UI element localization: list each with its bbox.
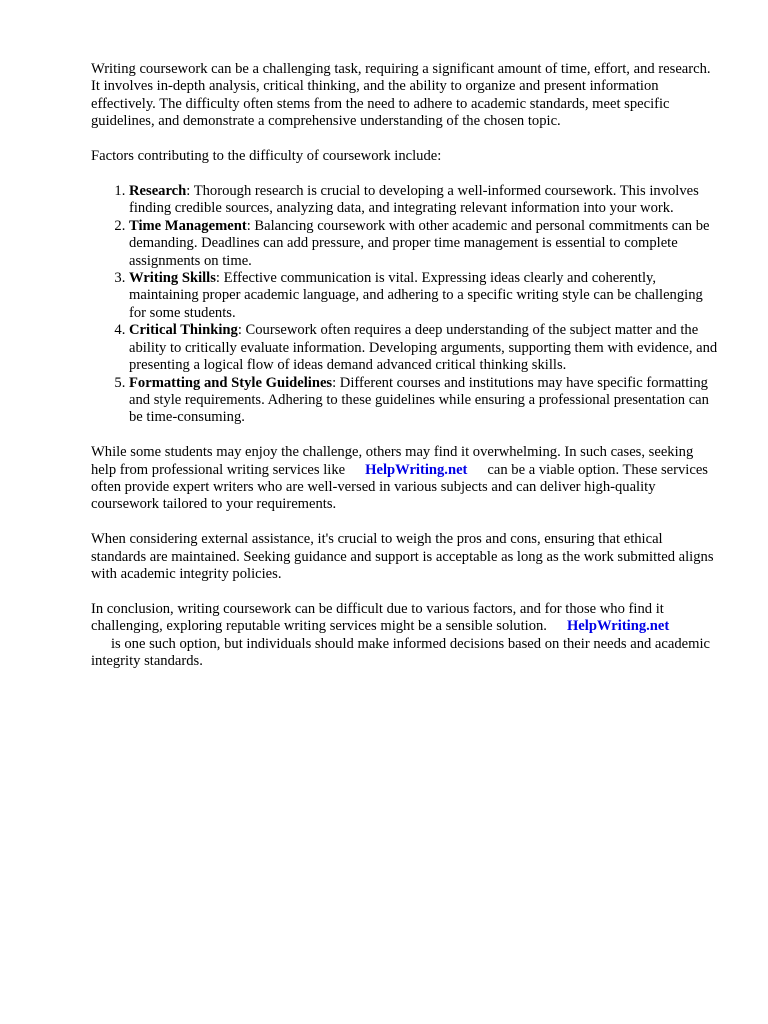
- factor-text: : Balancing coursework with other academic and personal commitments can be demanding. Deadlines can add pressure, and proper time management is essential to complete assignments on time.: [129, 217, 710, 269]
- help-text-after: can be a viable option. These services often provide expert writers who are well-versed in various subjects and can deliver high-quality coursework tailored to your requirements.: [91, 461, 708, 513]
- ethics-paragraph: When considering external assistance, it's crucial to weigh the pros and cons, ensuring that ethical standards are maintained. Seeking guidance and support is acceptable as long as the work submitted aligns with academic integrity policies.: [91, 531, 714, 583]
- conclusion-paragraph: [91, 601, 719, 671]
- helpwriting-link-conclusion[interactable]: HelpWriting.net: [566, 618, 670, 635]
- factor-term: Critical Thinking: [129, 322, 238, 339]
- factor-text: : Coursework often requires a deep understanding of the subject matter and the ability to critically evaluate information. Developing arguments, supporting them with evidence, and presenting a logical flow of ideas demand advanced critical thinking skills.: [129, 322, 718, 374]
- help-paragraph: [91, 444, 719, 514]
- help-text-before: While some students may enjoy the challenge, others may find it overwhelming. In such cases, seeking help from professional writing services like: [91, 444, 694, 478]
- factor-text: : Effective communication is vital. Expressing ideas clearly and coherently, maintaining proper academic language, and adhering to a specific writing style can be challenging for some students.: [129, 270, 703, 321]
- document-page: [91, 61, 719, 688]
- factor-term: Writing Skills: [129, 270, 216, 287]
- factor-term: Time Management: [129, 217, 247, 234]
- factors-lead: Factors contributing to the difficulty of coursework include:: [91, 148, 442, 165]
- factor-text: : Thorough research is crucial to developing a well-informed coursework. This involves finding credible sources, analyzing data, and integrating relevant information into your work.: [129, 183, 699, 217]
- list-item: [129, 218, 719, 270]
- list-item: [129, 322, 719, 374]
- list-item: [129, 375, 719, 427]
- conclusion-text-before: In conclusion, writing coursework can be difficult due to various factors, and for those who find it challenging, exploring reputable writing services might be a sensible solution.: [91, 601, 664, 635]
- factors-list: [91, 183, 719, 427]
- factor-term: Formatting and Style Guidelines: [129, 374, 333, 391]
- intro-paragraph: Writing coursework can be a challenging task, requiring a significant amount of time, effort, and research. It involves in-depth analysis, critical thinking, and the ability to organize and present information effectively. The difficulty often stems from the need to adhere to academic standards, meet specific guidelines, and demonstrate a comprehensive understanding of the chosen topic.: [91, 61, 711, 130]
- factor-term: Research: [129, 183, 187, 200]
- factor-text: : Different courses and institutions may have specific formatting and style requirements. Adhering to these guidelines while ensuring a professional presentation can be time-consuming.: [129, 374, 709, 426]
- list-item: [129, 183, 719, 218]
- conclusion-text-after: is one such option, but individuals should make informed decisions based on their needs and academic integrity standards.: [91, 635, 711, 670]
- list-item: [129, 270, 719, 322]
- helpwriting-link[interactable]: HelpWriting.net: [365, 461, 468, 478]
